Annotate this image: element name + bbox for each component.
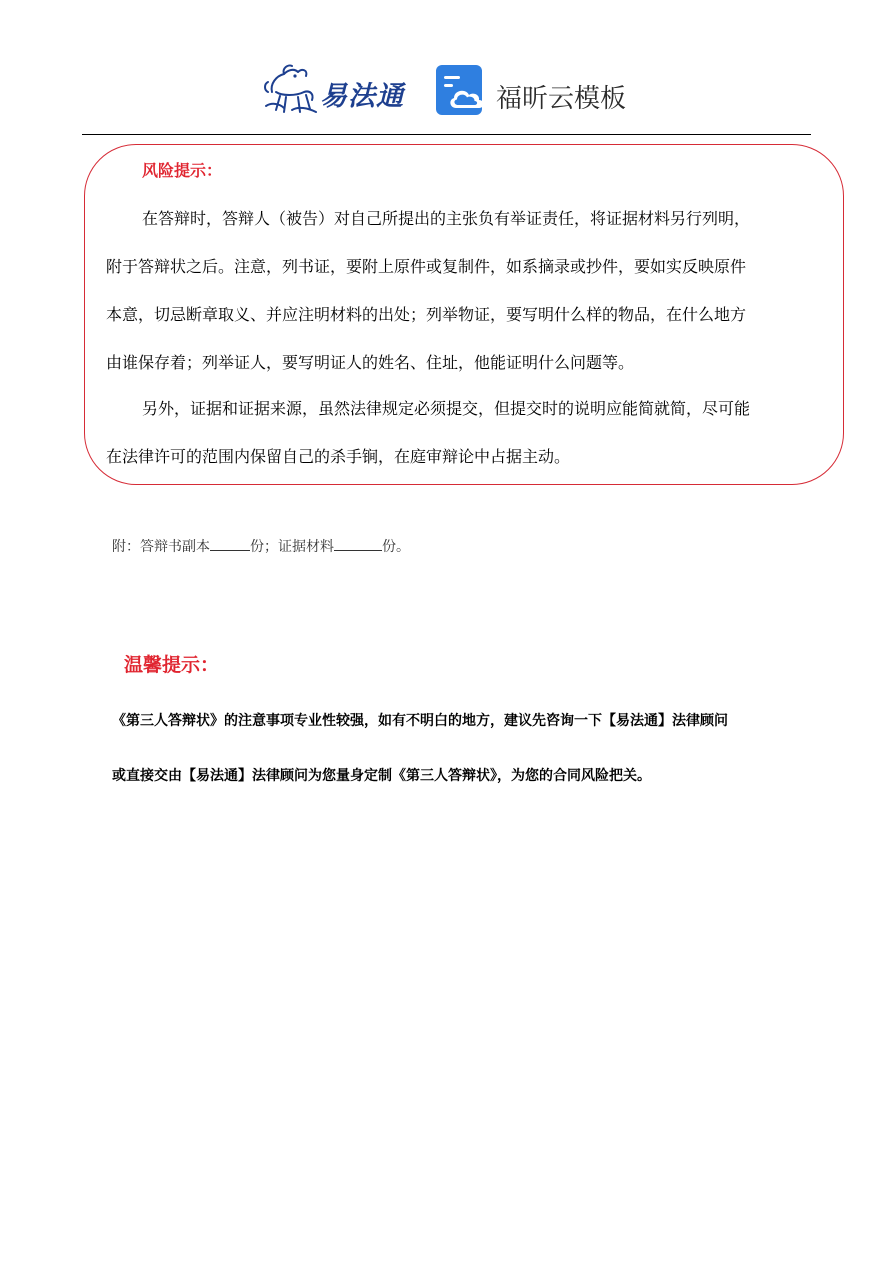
evidence-blank[interactable] bbox=[334, 538, 382, 551]
risk-notice-line: 附于答辩状之后。注意，列书证，要附上原件或复制件，如系摘录或抄件，要如实反映原件 bbox=[106, 257, 747, 276]
warm-tip-title: 温馨提示： bbox=[124, 654, 220, 676]
appendix-end: 份。 bbox=[382, 539, 410, 555]
risk-notice-line: 本意，切忌断章取义、并应注明材料的出处；列举物证，要写明什么样的物品，在什么地方 bbox=[106, 305, 747, 324]
warm-tip-line: 《第三人答辩状》的注意事项专业性较强，如有不明白的地方，建议先咨询一下【易法通】法律顾问 bbox=[112, 713, 728, 729]
header-divider bbox=[82, 134, 811, 135]
yifatong-logo bbox=[262, 62, 414, 118]
page-header bbox=[0, 58, 893, 124]
appendix-line bbox=[112, 536, 410, 556]
appendix-evidence-label: 份；证据材料 bbox=[250, 539, 334, 555]
risk-notice-line: 另外，证据和证据来源，虽然法律规定必须提交，但提交时的说明应能简就简，尽可能 bbox=[142, 399, 751, 418]
qilin-logo-icon bbox=[262, 62, 322, 118]
risk-notice-title: 风险提示： bbox=[142, 161, 223, 180]
risk-notice-line: 由谁保存着；列举证人，要写明证人的姓名、住址，他能证明什么问题等。 bbox=[106, 353, 635, 372]
fuxin-brand-name: 福昕云模板 bbox=[496, 84, 627, 114]
risk-notice-line: 在答辩时，答辩人（被告）对自己所提出的主张负有举证责任，将证据材料另行列明， bbox=[142, 209, 751, 228]
fuxin-logo bbox=[436, 64, 636, 118]
copies-blank[interactable] bbox=[210, 538, 250, 551]
appendix-copies-label: 附：答辩书副本 bbox=[112, 539, 210, 555]
yifatong-brand-name: 易法通 bbox=[320, 81, 404, 112]
cloud-document-icon bbox=[436, 64, 488, 116]
risk-notice-line: 在法律许可的范围内保留自己的杀手锏，在庭审辩论中占据主动。 bbox=[106, 447, 571, 466]
warm-tip-line: 或直接交由【易法通】法律顾问为您量身定制《第三人答辩状》，为您的合同风险把关。 bbox=[112, 768, 651, 784]
